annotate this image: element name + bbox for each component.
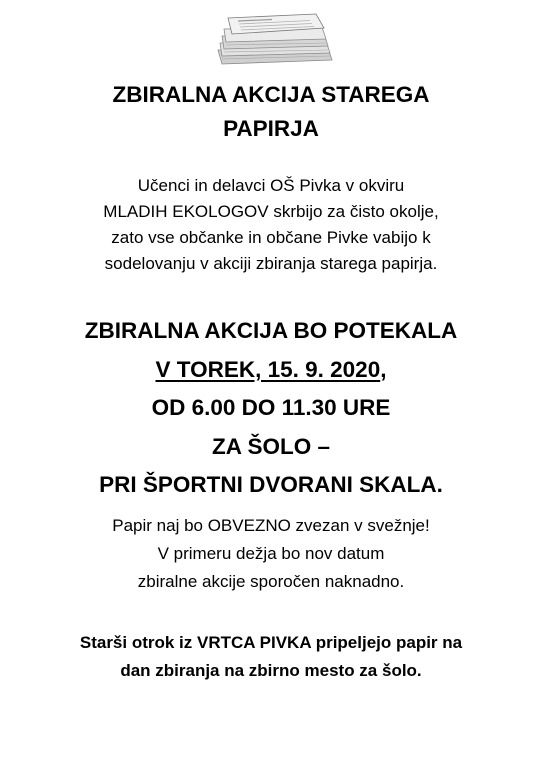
event-location-1: ZA ŠOLO – (212, 433, 330, 459)
event-date: V TOREK, 15. 9. 2020 (155, 356, 381, 382)
page-title (0, 78, 542, 146)
event-location-2: PRI ŠPORTNI DVORANI SKALA. (99, 472, 443, 497)
notes-paragraph (0, 512, 542, 596)
footer-paragraph (0, 629, 542, 685)
intro-line-3: zato vse občanke in občane Pivke vabijo k (111, 228, 431, 247)
event-date-suffix: , (380, 356, 387, 382)
notes-line-3: zbiralne akcije sporočen naknadno. (137, 572, 405, 591)
footer-line-2: dan zbiranja na zbirno mesto za šolo. (120, 661, 422, 680)
title-line-2: PAPIRJA (223, 116, 319, 141)
intro-line-2: MLADIH EKOLOGOV skrbijo za čisto okolje, (103, 202, 439, 221)
event-heading: ZBIRALNA AKCIJA BO POTEKALA (84, 318, 458, 343)
notes-line-2: V primeru dežja bo nov datum (157, 544, 385, 563)
newspaper-stack-icon (212, 10, 336, 68)
event-details (0, 312, 542, 505)
intro-line-1: Učenci in delavci OŠ Pivka v okviru (137, 176, 405, 195)
intro-paragraph (0, 173, 542, 277)
title-line-1: ZBIRALNA AKCIJA STAREGA (112, 82, 430, 107)
notes-line-1: Papir naj bo OBVEZNO zvezan v svežnje! (112, 516, 430, 535)
footer-line-1: Starši otrok iz VRTCA PIVKA pripeljejo papir na (79, 633, 463, 652)
event-time: OD 6.00 DO 11.30 URE (151, 395, 391, 420)
event-date-line (0, 351, 542, 390)
intro-line-4: sodelovanju v akciji zbiranja starega papirja. (104, 254, 438, 273)
